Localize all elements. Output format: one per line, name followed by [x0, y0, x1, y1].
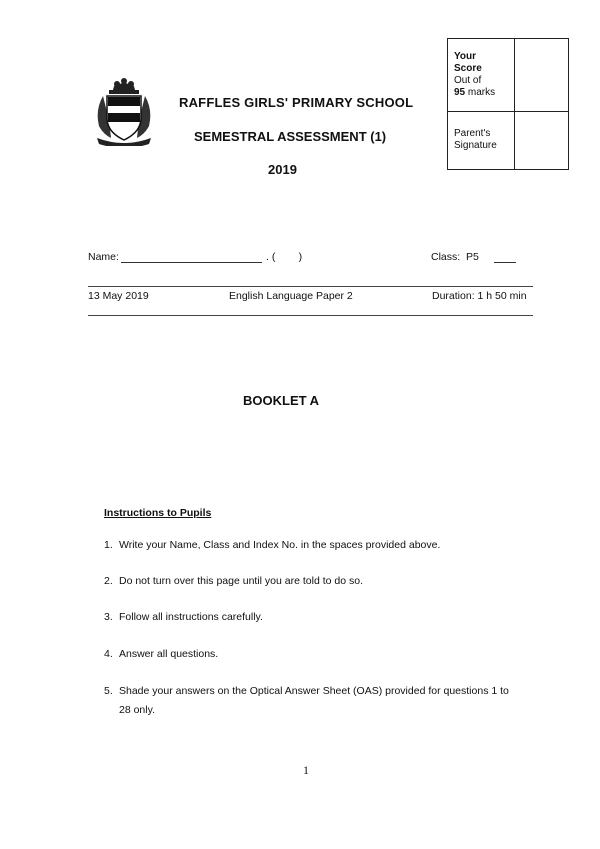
score-box-divider-horizontal: [448, 111, 568, 112]
assessment-year: 2019: [268, 162, 297, 177]
score-label: Your Score Out of 95 marks: [454, 51, 496, 98]
booklet-title: BOOKLET A: [243, 393, 320, 408]
instructions-title: Instructions to Pupils: [104, 507, 212, 519]
paper-title: English Language Paper 2: [229, 290, 353, 302]
class-field-line[interactable]: [494, 262, 516, 263]
divider-top: [88, 286, 533, 287]
name-label: Name:: [88, 251, 119, 263]
instruction-item: 1. Write your Name, Class and Index No. in the spaces provided above.: [104, 539, 441, 551]
instruction-item: 3. Follow all instructions carefully.: [104, 611, 263, 623]
instruction-item: 4. Answer all questions.: [104, 648, 219, 660]
instruction-item: 5. Shade your answers on the Optical Answer Sheet (OAS) provided for questions 1 to 28 only.: [104, 685, 509, 716]
divider-bottom: [88, 315, 533, 316]
exam-date: 13 May 2019: [88, 290, 149, 302]
school-crest-icon: [93, 76, 155, 146]
school-name: RAFFLES GIRLS' PRIMARY SCHOOL: [179, 95, 414, 110]
index-number-field[interactable]: . ( ): [266, 251, 303, 263]
page-number: 1: [303, 763, 309, 777]
assessment-title: SEMESTRAL ASSESSMENT (1): [194, 129, 387, 144]
score-box: [447, 38, 569, 170]
score-box-divider-vertical: [514, 39, 515, 169]
exam-duration: Duration: 1 h 50 min: [432, 290, 527, 302]
class-label: Class: P5: [431, 251, 479, 263]
name-field-line[interactable]: [121, 262, 262, 263]
parent-signature-label: Parent's Signature: [454, 128, 497, 151]
instruction-item: 2. Do not turn over this page until you are told to do so.: [104, 575, 363, 587]
